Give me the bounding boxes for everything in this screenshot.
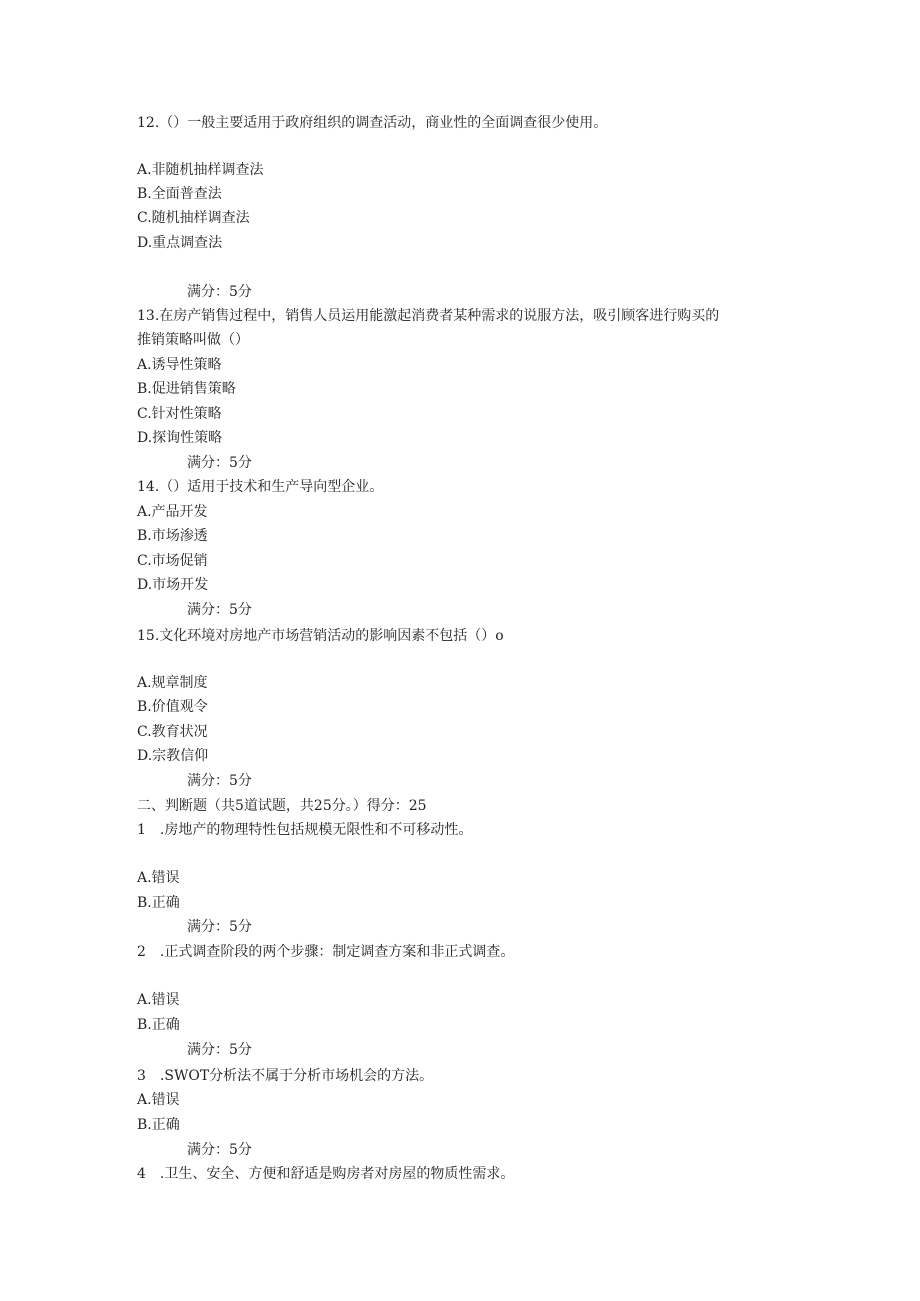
- q14-option-b: B.市场渗透: [137, 528, 208, 544]
- j1-option-b: B.正确: [137, 895, 180, 911]
- q15-option-d: D.宗教信仰: [137, 748, 209, 764]
- q13-option-d: D.探询性策略: [137, 430, 223, 446]
- judge-question-1: 1 .房地产的物理特性包括规模无限性和不可移动性。: [137, 822, 473, 838]
- question-15: 15.文化环境对房地产市场营销活动的影响因素不包括（）o: [137, 628, 504, 644]
- j1-score: 满分：5分: [187, 919, 252, 935]
- q12-option-d: D.重点调查法: [137, 235, 223, 251]
- judge-question-4: 4 .卫生、安全、方便和舒适是购房者对房屋的物质性需求。: [137, 1166, 515, 1182]
- q13-option-a: A.诱导性策略: [137, 357, 222, 373]
- j2-score: 满分：5分: [187, 1042, 252, 1058]
- q12-option-b: B.全面普查法: [137, 186, 222, 202]
- section-heading-judgement: 二、判断题（共5道试题，共25分。）得分：25: [137, 798, 427, 814]
- q12-option-a: A.非随机抽样调查法: [137, 162, 264, 178]
- j3-option-a: A.错误: [137, 1092, 180, 1108]
- judge-question-3: 3 .SWOT分析法不属于分析市场机会的方法。: [137, 1068, 434, 1084]
- q14-score: 满分：5分: [187, 602, 252, 618]
- q13-score: 满分：5分: [187, 455, 252, 471]
- q14-option-d: D.市场开发: [137, 577, 209, 593]
- question-13-cont: 推销策略叫做（）: [137, 332, 249, 348]
- j2-option-a: A.错误: [137, 992, 180, 1008]
- q14-option-c: C.市场促销: [137, 553, 208, 569]
- q15-score: 满分：5分: [187, 773, 252, 789]
- q13-option-c: C.针对性策略: [137, 406, 222, 422]
- j1-option-a: A.错误: [137, 870, 180, 886]
- q15-option-b: B.价值观令: [137, 699, 208, 715]
- q15-option-a: A.规章制度: [137, 675, 208, 691]
- j3-score: 满分：5分: [187, 1142, 252, 1158]
- q12-option-c: C.随机抽样调查法: [137, 210, 250, 226]
- q14-option-a: A.产品开发: [137, 504, 208, 520]
- question-13: 13.在房产销售过程中，销售人员运用能激起消费者某种需求的说服方法，吸引顾客进行购买的: [137, 308, 720, 324]
- q12-score: 满分：5分: [187, 284, 252, 300]
- question-14: 14.（）适用于技术和生产导向型企业。: [137, 479, 384, 495]
- question-12: 12.（）一般主要适用于政府组织的调查活动，商业性的全面调查很少使用。: [137, 115, 608, 131]
- j3-option-b: B.正确: [137, 1117, 180, 1133]
- j2-option-b: B.正确: [137, 1017, 180, 1033]
- q15-option-c: C.教育状况: [137, 724, 208, 740]
- judge-question-2: 2 .正式调查阶段的两个步骤：制定调查方案和非正式调查。: [137, 944, 515, 960]
- q13-option-b: B.促进销售策略: [137, 381, 236, 397]
